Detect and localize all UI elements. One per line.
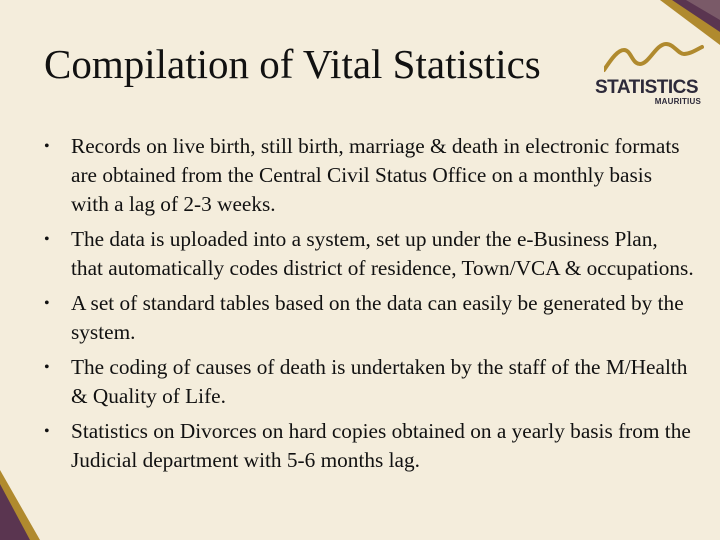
corner-decoration-bottom-left [0, 470, 40, 540]
bullet-item [44, 225, 694, 283]
bullet-item [44, 353, 694, 411]
bullet-text: The data is uploaded into a system, set up under the e-Business Plan, that automatically codes district of residence, Town/VCA & occupations. [71, 227, 694, 280]
bullet-dot-icon: • [44, 423, 50, 440]
logo-mark-icon [604, 40, 704, 74]
logo-wordmark: STATISTICS [595, 77, 699, 98]
bullet-text: The coding of causes of death is undertaken by the staff of the M/Health & Quality of Life. [71, 355, 688, 408]
bullet-text: Records on live birth, still birth, marriage & death in electronic formats are obtained from the Central Civil Status Office on a monthly basis with a lag of 2-3 weeks. [71, 134, 680, 216]
bullet-dot-icon: • [44, 359, 50, 376]
statistics-mauritius-logo [594, 40, 706, 112]
bullet-item [44, 417, 694, 475]
bullet-list [44, 132, 694, 481]
bullet-dot-icon: • [44, 295, 50, 312]
bullet-item [44, 132, 694, 219]
slide-title: Compilation of Vital Statistics [44, 41, 541, 87]
bullet-text: Statistics on Divorces on hard copies obtained on a yearly basis from the Judicial department with 5-6 months lag. [71, 419, 691, 472]
logo-subtitle: MAURITIUS [654, 97, 701, 106]
bullet-item [44, 289, 694, 347]
corner-decoration-top-right [640, 0, 720, 45]
bullet-dot-icon: • [44, 138, 50, 155]
bullet-text: A set of standard tables based on the data can easily be generated by the system. [71, 291, 684, 344]
bullet-dot-icon: • [44, 231, 50, 248]
